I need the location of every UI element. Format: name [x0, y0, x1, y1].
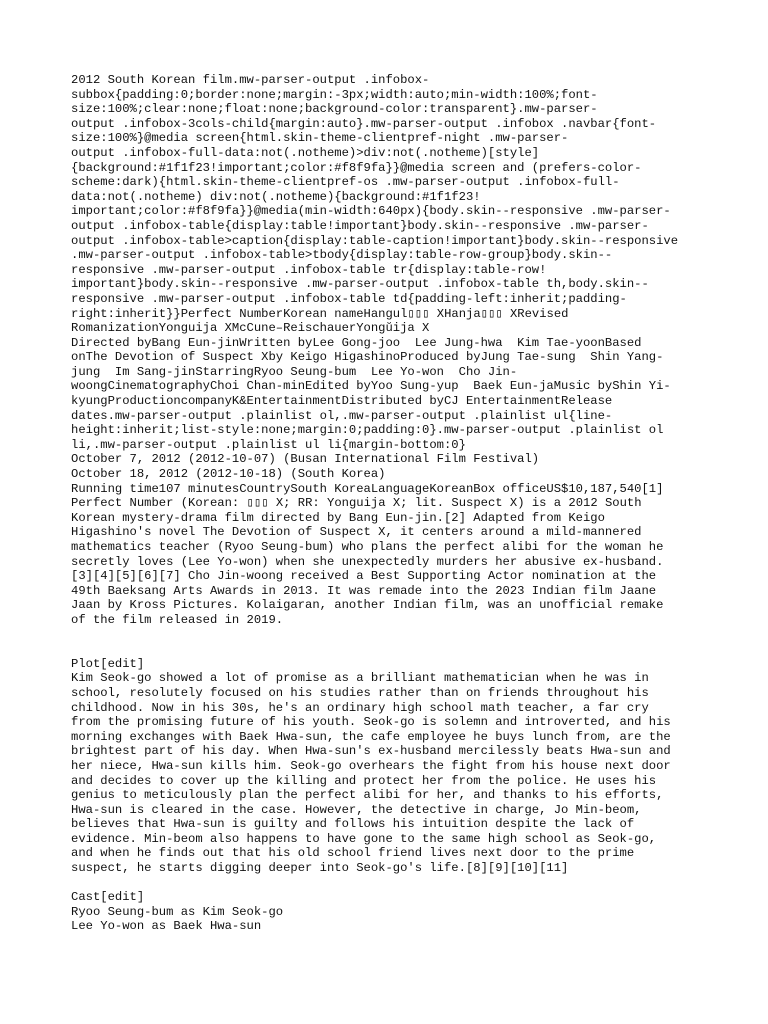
- cast-item: Ryoo Seung-bum as Kim Seok-go: [71, 904, 284, 919]
- text-line: output .infobox-table{display:table!important}body.skin--responsive .mw-parser-: [71, 218, 649, 233]
- text-line: output .infobox-full-data:not(.notheme)>div:not(.notheme)[style]: [71, 145, 540, 160]
- text-line: Higashino's novel The Devotion of Suspect X, it centers around a mild-mannered: [71, 525, 642, 540]
- plot-section: [71, 657, 701, 876]
- text-line: suspect, he starts digging deeper into Seok-go's life.[8][9][10][11]: [71, 861, 569, 876]
- text-line: responsive .mw-parser-output .infobox-table td{padding-left:inherit;padding-: [71, 291, 627, 306]
- text-line: and decides to cover up the killing and protect her from the police. He uses his: [71, 773, 657, 788]
- cast-section: [71, 890, 701, 934]
- text-line: .mw-parser-output .infobox-table>tbody{display:table-row-group}body.skin--: [71, 248, 613, 263]
- text-line: dates.mw-parser-output .plainlist ol,.mw-parser-output .plainlist ul{line-: [71, 408, 613, 423]
- plot-heading: Plot[edit]: [71, 656, 145, 671]
- text-line: childhood. Now in his 30s, he's an ordinary high school math teacher, a far cry: [71, 700, 649, 715]
- text-line: output .infobox-3cols-child{margin:auto}.mw-parser-output .infobox .navbar{font-: [71, 116, 657, 131]
- text-line: size:100%;clear:none;float:none;background-color:transparent}.mw-parser-: [71, 102, 598, 117]
- text-line: school, resolutely focused on his studies rather than on friends throughout his: [71, 685, 649, 700]
- text-line: important;color:#f8f9fa}}@media(min-width:640px){body.skin--responsive .mw-parser-: [71, 204, 671, 219]
- text-line: from the promising future of his youth. Seok-go is solemn and introverted, and his: [71, 715, 671, 730]
- text-line: October 18, 2012 (2012-10-18) (South Korea): [71, 467, 386, 482]
- text-line: onThe Devotion of Suspect Xby Keigo HigashinoProduced byJung Tae-sung Shin Yang-: [71, 350, 664, 365]
- text-line: her niece, Hwa-sun kills him. Seok-go overhears the fight from his house next door: [71, 758, 671, 773]
- text-line: size:100%}@media screen{html.skin-theme-clientpref-night .mw-parser-: [71, 131, 569, 146]
- text-line: morning exchanges with Baek Hwa-sun, the cafe employee he buys lunch from, are the: [71, 729, 671, 744]
- text-line: output .infobox-table>caption{display:table-caption!important}body.skin--responsive: [71, 233, 679, 248]
- text-line: responsive .mw-parser-output .infobox-table tr{display:table-row!: [71, 262, 547, 277]
- text-line: scheme:dark){html.skin-theme-clientpref-os .mw-parser-output .infobox-full-: [71, 175, 620, 190]
- text-line: jung Im Sang-jinStarringRyoo Seung-bum Lee Yo-won Cho Jin-: [71, 364, 518, 379]
- text-line: li,.mw-parser-output .plainlist ul li{margin-bottom:0}: [71, 437, 466, 452]
- text-line: Jaan by Kross Pictures. Kolaigaran, another Indian film, was an unofficial remake: [71, 598, 664, 613]
- text-line: Hwa-sun is cleared in the case. However, the detective in charge, Jo Min-beom,: [71, 802, 642, 817]
- text-line: Korean mystery-drama film directed by Bang Eun-jin.[2] Adapted from Keigo: [71, 510, 605, 525]
- text-line: of the film released in 2019.: [71, 612, 284, 627]
- text-line: data:not(.notheme) div:not(.notheme){background:#1f1f23!: [71, 189, 481, 204]
- text-line: evidence. Min-beom also happens to have gone to the same high school as Seok-go,: [71, 831, 657, 846]
- text-line: secretly loves (Lee Yo-won) when she unexpectedly murders her abusive ex-husband.: [71, 554, 664, 569]
- text-line: genius to meticulously plan the perfect alibi for her, and thanks to his efforts,: [71, 788, 664, 803]
- text-line: height:inherit;list-style:none;margin:0;padding:0}.mw-parser-output .plainlist ol: [71, 423, 664, 438]
- text-line: RomanizationYonguija XMcCune–ReischauerYongŭija X: [71, 321, 430, 336]
- text-line: subbox{padding:0;border:none;margin:-3px;width:auto;min-width:100%;font-: [71, 87, 598, 102]
- text-line: October 7, 2012 (2012-10-07) (Busan International Film Festival): [71, 452, 540, 467]
- spacer: [71, 628, 701, 643]
- spacer: [71, 876, 701, 891]
- text-line: 49th Baeksang Arts Awards in 2013. It was remade into the 2023 Indian film Jaane: [71, 583, 657, 598]
- text-line: Directed byBang Eun-jinWritten byLee Gong-joo Lee Jung-hwa Kim Tae-yoonBased: [71, 335, 642, 350]
- text-line: Running time107 minutesCountrySouth KoreaLanguageKoreanBox officeUS$10,187,540[1]: [71, 481, 664, 496]
- text-line: Kim Seok-go showed a lot of promise as a brilliant mathematician when he was in: [71, 671, 649, 686]
- text-line: mathematics teacher (Ryoo Seung-bum) who plans the perfect alibi for the woman he: [71, 540, 664, 554]
- text-line: [3][4][5][6][7] Cho Jin-woong received a Best Supporting Actor nomination at the: [71, 569, 657, 584]
- text-line: believes that Hwa-sun is guilty and follows his intuition despite the lack of: [71, 817, 635, 832]
- text-line: right:inherit}}Perfect NumberKorean nameHangul▯▯▯ XHanja▯▯▯ XRevised: [71, 306, 569, 321]
- text-line: 2012 South Korean film.mw-parser-output .infobox-: [71, 73, 430, 87]
- text-line: woongCinematographyChoi Chan-minEdited byYoo Sung-yup Baek Eun-jaMusic byShin Yi-: [71, 379, 671, 394]
- text-line: important}body.skin--responsive .mw-parser-output .infobox-table th,body.skin--: [71, 277, 649, 292]
- text-line: and when he finds out that his old school friend lives next door to the prime: [71, 846, 635, 861]
- text-line: brightest part of his day. When Hwa-sun's ex-husband mercilessly beats Hwa-sun and: [71, 744, 671, 759]
- cast-item: Lee Yo-won as Baek Hwa-sun: [71, 919, 262, 934]
- text-line: kyungProductioncompanyK&EntertainmentDistributed byCJ EntertainmentRelease: [71, 394, 613, 409]
- text-line: Perfect Number (Korean: ▯▯▯ X; RR: Yonguija X; lit. Suspect X) is a 2012 South: [71, 496, 642, 511]
- document-page: [71, 73, 701, 934]
- text-line: {background:#1f1f23!important;color:#f8f9fa}}@media screen and (prefers-color-: [71, 160, 642, 175]
- lead-section: [71, 73, 701, 628]
- spacer: [71, 642, 701, 657]
- cast-heading: Cast[edit]: [71, 890, 145, 905]
